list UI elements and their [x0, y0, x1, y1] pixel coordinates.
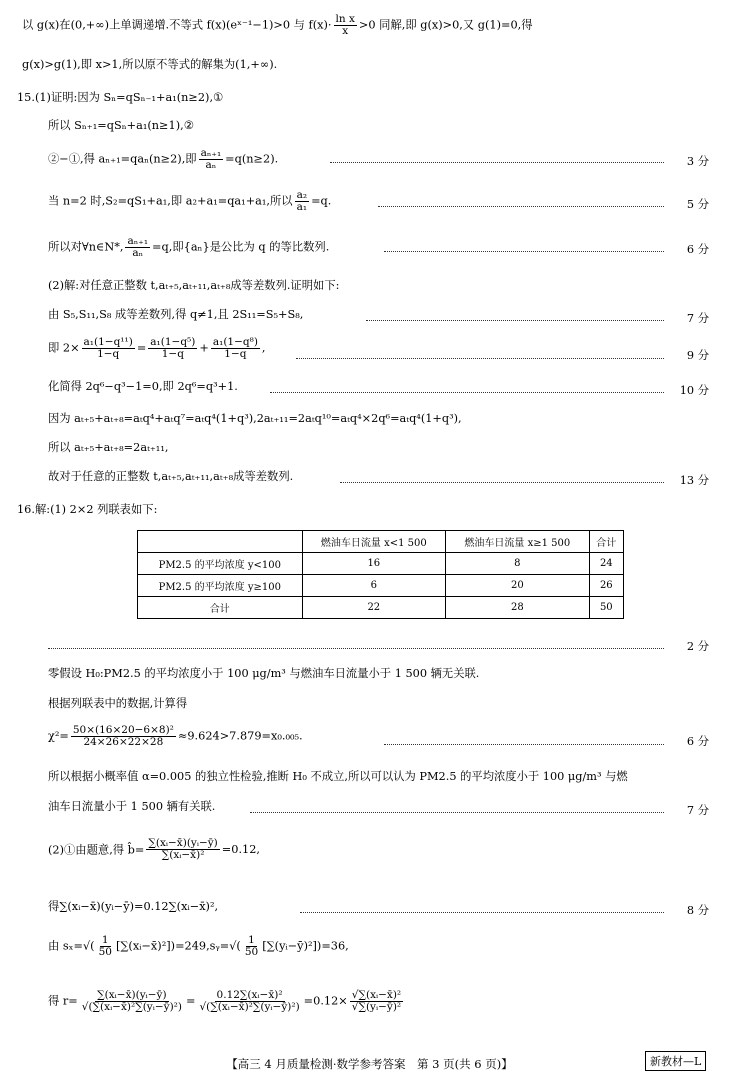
p16-chi-square: χ²= $\frac{\text{50×(16×20−6×8)²}}{24\times 26\times 22\times 28}$ ≈9.624>7.879=x₀.₀₀₅. [48, 724, 303, 749]
score-7: 7 分 [686, 312, 709, 325]
contingency-table [137, 530, 624, 619]
leader-dots [340, 482, 664, 483]
p16-line4: 所以根据小概率值 α=0.005 的独立性检验,推断 H₀ 不成立,所以可以认为 PM2.5 的平均浓度小于 100 μg/m³ 与燃 [48, 770, 628, 783]
p16-sx-sy: 由 sₓ=√( $\frac{1}{50}$ [∑(xᵢ−x̄)²])=249,sᵧ=√( $\frac{1}{50}$ [∑(yᵢ−ȳ)²])=36, [48, 934, 349, 959]
leader-dots [384, 744, 664, 745]
p15-line3: ②−①,得 aₙ₊₁=qaₙ(n≥2),即 $\frac{\text{aₙ₊₁}}{\text{aₙ}}$ =q(n≥2). [48, 147, 279, 172]
p15-line12: 故对于任意的正整数 t,aₜ₊₅,aₜ₊₁₁,aₜ₊₈成等差数列. [48, 470, 294, 483]
score-9: 9 分 [686, 349, 709, 362]
score-8: 8 分 [686, 904, 709, 917]
table-header-row [138, 531, 624, 553]
p16-line2: 根据列联表中的数据,计算得 [48, 697, 188, 710]
score-13: 13 分 [679, 474, 709, 487]
leader-dots [300, 912, 664, 913]
p16-bhat: (2)①由题意,得 b̂= $\frac{\text{∑(xᵢ−x̄)(yᵢ−ȳ)}}{\text{∑(xᵢ−x̄)²}}$ =0.12, [48, 837, 261, 862]
score-5: 5 分 [686, 198, 709, 211]
p15-line7: 由 S₅,S₁₁,S₈ 成等差数列,得 q≠1,且 2S₁₁=S₅+S₈, [48, 308, 304, 321]
p14-line1: 以 g(x)在(0,+∞)上单调递增.不等式 f(x)(eˣ⁻¹−1)>0 与 f(x)· $\frac{\text{ln x}}{x}$ >0 同解,即 g(x)>0,又 g(1)=0,得 [22, 13, 533, 38]
p15-line9: 化简得 2q⁶−q³−1=0,即 2q⁶=q³+1. [48, 380, 238, 393]
score-7b: 7 分 [686, 804, 709, 817]
table-cell: 合计 [138, 597, 303, 619]
table-cell: 50 [589, 597, 623, 619]
page-footer: 【高三 4 月质量检测·数学参考答案 第 3 页(共 6 页)】 [226, 1057, 513, 1071]
p15-head: 15.(1)证明:因为 Sₙ=qSₙ₋₁+a₁(n≥2),① [17, 91, 224, 104]
p15-line6: (2)解:对任意正整数 t,aₜ₊₅,aₜ₊₁₁,aₜ₊₈成等差数列.证明如下: [48, 279, 340, 292]
leader-dots [384, 251, 664, 252]
table-cell: 合计 [589, 531, 623, 553]
table-cell [138, 531, 303, 553]
table-cell: 燃油车日流量 x<1 500 [302, 531, 446, 553]
edition-badge: 新教材—L [645, 1051, 706, 1071]
leader-dots [330, 162, 664, 163]
table-cell: 28 [446, 597, 590, 619]
p15-line8: 即 2× $\frac{\text{a₁(1−q¹¹)}}{1-q}$ = $\frac{\text{a₁(1−q⁵)}}{1-q}$ + $\frac{\text{a₁(1−q⁸)}}{1-q}$ , [48, 336, 266, 361]
table-cell: 24 [589, 553, 623, 575]
table-cell: 6 [302, 575, 446, 597]
table-cell: 8 [446, 553, 590, 575]
score-6: 6 分 [686, 243, 709, 256]
score-6b: 6 分 [686, 735, 709, 748]
score-10: 10 分 [679, 384, 709, 397]
leader-dots [270, 392, 664, 393]
p16-line1: 零假设 H₀:PM2.5 的平均浓度小于 100 μg/m³ 与燃油车日流量小于 1 500 辆无关联. [48, 667, 480, 680]
leader-dots [296, 358, 664, 359]
score-3: 3 分 [686, 155, 709, 168]
table-cell: 燃油车日流量 x≥1 500 [446, 531, 590, 553]
table-cell: PM2.5 的平均浓度 y≥100 [138, 575, 303, 597]
p16-line7: 得∑(xᵢ−x̄)(yᵢ−ȳ)=0.12∑(xᵢ−x̄)², [48, 900, 219, 913]
table-cell: 20 [446, 575, 590, 597]
table-cell: 16 [302, 553, 446, 575]
table-row [138, 575, 624, 597]
p16-head: 16.解:(1) 2×2 列联表如下: [17, 503, 158, 516]
p16-r-formula: 得 r= $\frac{\text{∑(xᵢ−x̄)(yᵢ−ȳ)}}{\text{√(∑(xᵢ−x̄)²∑(yᵢ−ȳ)²)}}$ = $\frac{\text{0.12∑(xᵢ−x̄)²}}{\text{√(∑(xᵢ−x̄)²∑(yᵢ−ȳ)²)}}$ =0.12× $\frac{\text{√∑(xᵢ−x̄)²}}{\text{√∑(yᵢ−ȳ)²}}$ [48, 989, 402, 1014]
table-cell: 26 [589, 575, 623, 597]
leader-dots [378, 206, 664, 207]
score-2: 2 分 [686, 640, 709, 653]
p16-line5: 油车日流量小于 1 500 辆有关联. [48, 800, 216, 813]
table-cell: PM2.5 的平均浓度 y<100 [138, 553, 303, 575]
table-row [138, 553, 624, 575]
p15-line5: 所以对∀n∈N*, $\frac{\text{aₙ₊₁}}{\text{aₙ}}$ =q,即{aₙ}是公比为 q 的等比数列. [48, 235, 330, 260]
leader-dots [48, 648, 664, 649]
table-cell: 22 [302, 597, 446, 619]
p14-line2: g(x)>g(1),即 x>1,所以原不等式的解集为(1,+∞). [22, 58, 278, 71]
p15-line11: 所以 aₜ₊₅+aₜ₊₈=2aₜ₊₁₁, [48, 441, 169, 454]
leader-dots [250, 812, 664, 813]
p15-line10: 因为 aₜ₊₅+aₜ₊₈=aₜq⁴+aₜq⁷=aₜq⁴(1+q³),2aₜ₊₁₁=2aₜq¹⁰=aₜq⁴×2q⁶=aₜq⁴(1+q³), [48, 412, 462, 425]
p15-line4: 当 n=2 时,S₂=qS₁+a₁,即 a₂+a₁=qa₁+a₁,所以 $\frac{\text{a₂}}{\text{a₁}}$ =q. [48, 189, 332, 214]
table-row [138, 597, 624, 619]
p15-line2: 所以 Sₙ₊₁=qSₙ+a₁(n≥1),② [48, 119, 194, 132]
leader-dots [366, 320, 664, 321]
